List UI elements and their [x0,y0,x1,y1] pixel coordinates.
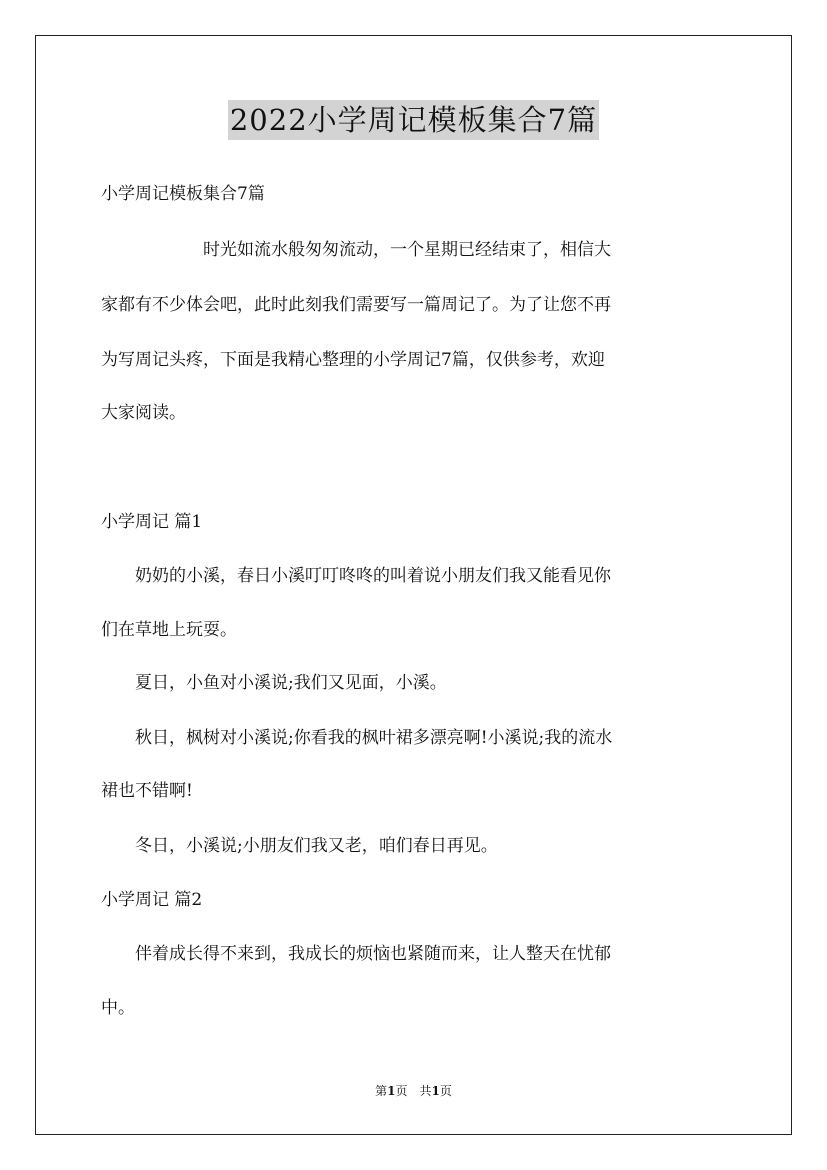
footer-label: 页 共 [395,1084,432,1098]
footer-label: 页 [439,1084,452,1098]
section-heading-1: 小学周记 篇1 [101,512,203,532]
section-heading-2: 小学周记 篇2 [101,890,203,910]
text-line: 中。 [101,998,135,1018]
text-line: 伴着成长得不来到，我成长的烦恼也紧随而来，让人整天在忧郁 [101,944,611,964]
text-line: 家都有不少体会吧，此时此刻我们需要写一篇周记了。为了让您不再 [101,295,611,315]
document-title: 2022小学周记模板集合7篇 [228,100,599,140]
text-line: 夏日，小鱼对小溪说;我们又见面，小溪。 [101,673,447,693]
text-line: 裙也不错啊! [101,781,193,801]
subtitle-line: 小学周记模板集合7篇 [101,184,265,204]
text-line: 们在草地上玩耍。 [101,620,237,640]
text-line: 大家阅读。 [101,403,186,423]
text-line: 秋日，枫树对小溪说;你看我的枫叶裙多漂亮啊!小溪说;我的流水 [101,728,613,748]
footer-page-number: 1 [387,1084,396,1098]
footer-page-total: 1 [431,1084,440,1098]
text-line: 冬日，小溪说;小朋友们我又老，咱们春日再见。 [101,836,498,856]
text-line: 为写周记头疼，下面是我精心整理的小学周记7篇，仅供参考，欢迎 [101,350,605,370]
title-container [0,100,827,140]
page-footer [0,1083,827,1099]
text-line: 时光如流水般匆匆流动，一个星期已经结束了，相信大 [101,240,611,260]
text-line: 奶奶的小溪，春日小溪叮叮咚咚的叫着说小朋友们我又能看见你 [101,566,611,586]
footer-label: 第 [375,1084,388,1098]
